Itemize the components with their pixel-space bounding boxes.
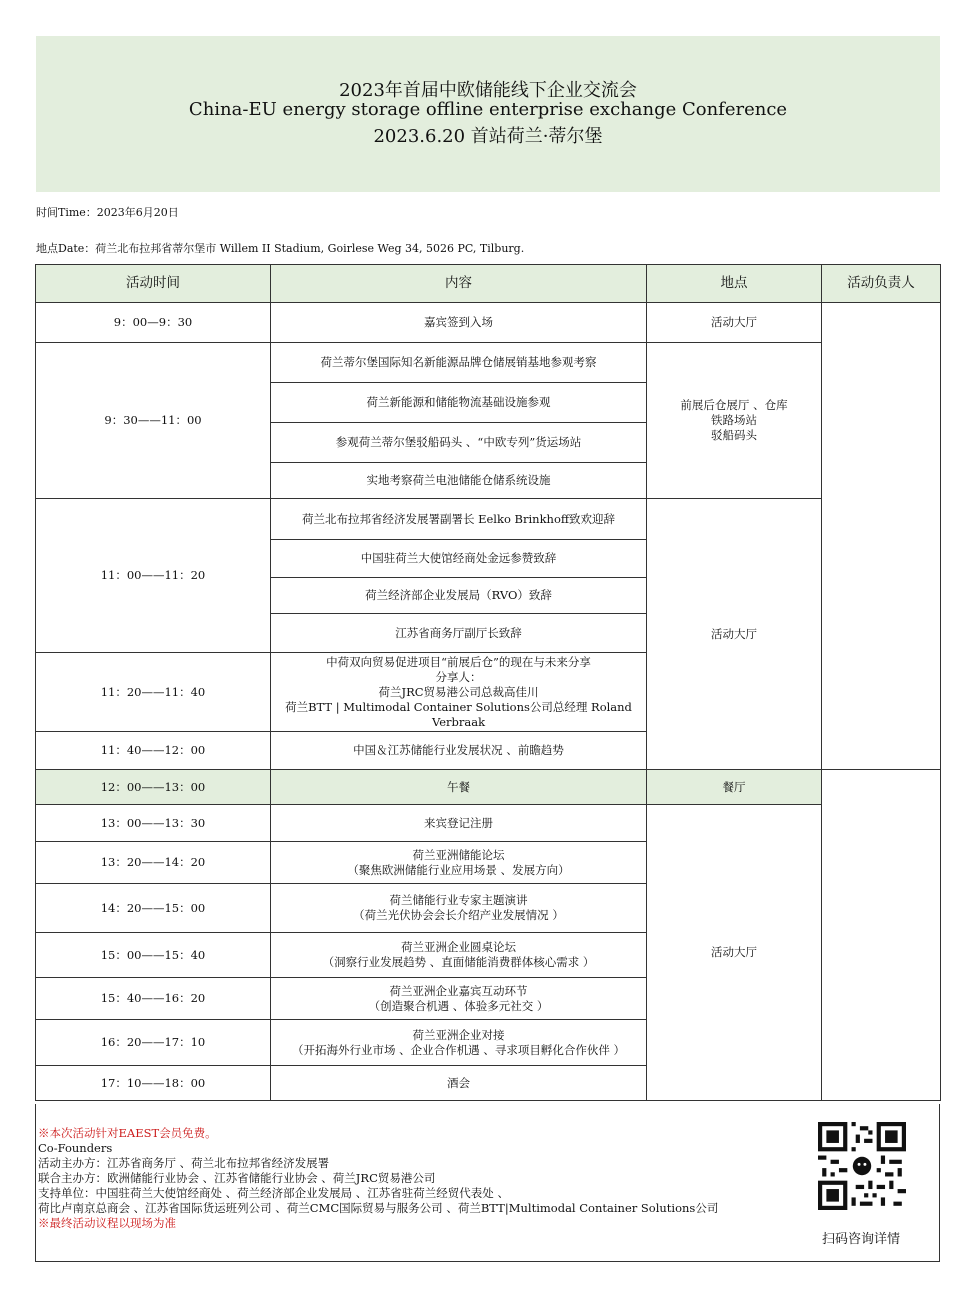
row-content: 荷兰亚洲储能论坛 （聚焦欧洲储能行业应用场景 、发展方向） [271, 842, 647, 884]
table-row [36, 303, 941, 343]
header-owner: 活动负责人 [822, 265, 941, 303]
row-time: 11：00——11：20 [36, 499, 271, 653]
row-time: 16：20——17：10 [36, 1020, 271, 1066]
row-time: 14：20——15：00 [36, 884, 271, 933]
row-content: 中国＆江苏储能行业发展状况 、前瞻趋势 [271, 732, 647, 770]
event-place: 地点Date：荷兰北布拉邦省蒂尔堡市 Willem II Stadium, Goirlese Weg 34, 5026 PC, Tilburg. [36, 242, 525, 255]
row-content: 实地考察荷兰电池储能仓储系统设施 [271, 463, 647, 499]
row-time: 12：00——13：00 [36, 770, 271, 805]
row-place: 前展后仓展厅 、仓库 铁路场站 驳船码头 [647, 343, 822, 499]
row-time: 15：40——16：20 [36, 978, 271, 1020]
row-place: 活动大厅 [647, 805, 822, 1101]
row-time: 9：30——11：00 [36, 343, 271, 499]
row-time: 11：20——11：40 [36, 653, 271, 732]
support-line-1: 支持单位：中国驻荷兰大使馆经商处 、荷兰经济部企业发展局 、江苏省驻荷兰经贸代表处 、 [38, 1186, 509, 1200]
owner-cell-morning [822, 303, 941, 770]
header-time: 活动时间 [36, 265, 271, 303]
lunch-row [36, 770, 941, 805]
row-place: 活动大厅 [647, 499, 822, 770]
final-note: ※最终活动议程以现场为准 [38, 1216, 176, 1230]
row-time: 13：00——13：30 [36, 805, 271, 842]
event-time: 时间Time：2023年6月20日 [36, 206, 179, 219]
row-content: 荷兰储能行业专家主题演讲 （荷兰光伏协会会长介绍产业发展情况 ） [271, 884, 647, 933]
footer-notes [35, 1104, 940, 1262]
support-line-2: 荷比卢南京总商会 、江苏省国际货运班列公司 、荷兰CMC国际贸易与服务公司 、荷兰BTT|Multimodal Container Solutions公司 [38, 1201, 719, 1215]
title-cn: 2023年首届中欧储能线下企业交流会 [339, 80, 637, 101]
row-time: 15：00——15：40 [36, 933, 271, 978]
table-header-row [36, 265, 941, 303]
free-note: ※本次活动针对EAEST会员免费。 [38, 1126, 217, 1140]
agenda-table [35, 264, 941, 1101]
row-content: 荷兰北布拉邦省经济发展署副署长 Eelko Brinkhoff致欢迎辞 [271, 499, 647, 540]
table-row [36, 499, 941, 540]
cohost-line: 联合主办方：欧洲储能行业协会 、江苏省储能行业协会 、荷兰JRC贸易港公司 [38, 1171, 436, 1185]
owner-cell-afternoon [822, 770, 941, 1101]
row-place: 餐厅 [647, 770, 822, 805]
row-content: 来宾登记注册 [271, 805, 647, 842]
footer-lines [38, 1126, 718, 1231]
row-content: 酒会 [271, 1066, 647, 1101]
row-content: 参观荷兰蒂尔堡驳船码头 、“中欧专列”货运场站 [271, 423, 647, 463]
wechat-qr-icon[interactable] [818, 1122, 906, 1210]
host-line: 活动主办方：江苏省商务厅 、荷兰北布拉邦省经济发展署 [38, 1156, 330, 1170]
header-content: 内容 [271, 265, 647, 303]
row-content: 嘉宾签到入场 [271, 303, 647, 343]
row-content: 江苏省商务厅副厅长致辞 [271, 614, 647, 653]
row-content: 荷兰亚洲企业嘉宾互动环节 （创造聚合机遇 、体验多元社交 ） [271, 978, 647, 1020]
table-row [36, 805, 941, 842]
page-header [36, 36, 940, 192]
title-en: China-EU energy storage offline enterprise exchange Conference [188, 99, 788, 120]
row-content: 荷兰经济部企业发展局（RVO）致辞 [271, 578, 647, 614]
row-time: 17：10——18：00 [36, 1066, 271, 1101]
row-content: 荷兰亚洲企业圆桌论坛 （洞察行业发展趋势 、直面储能消费群体核心需求 ） [271, 933, 647, 978]
table-row [36, 343, 941, 383]
row-content: 中荷双向贸易促进项目“前展后仓”的现在与未来分享 分享人： 荷兰JRC贸易港公司总裁高佳川 荷兰BTT | Multimodal Container Solutions公司总经理 Roland Verbraak [271, 653, 647, 732]
row-content: 午餐 [271, 770, 647, 805]
row-content: 荷兰亚洲企业对接 （开拓海外行业市场 、企业合作机遇 、寻求项目孵化合作伙伴 ） [271, 1020, 647, 1066]
row-time: 11：40——12：00 [36, 732, 271, 770]
row-time: 9：00—9：30 [36, 303, 271, 343]
row-content: 中国驻荷兰大使馆经商处金远参赞致辞 [271, 540, 647, 578]
row-content: 荷兰蒂尔堡国际知名新能源品牌仓储展销基地参观考察 [271, 343, 647, 383]
cofounders-label: Co-Founders [38, 1141, 113, 1155]
row-content: 荷兰新能源和储能物流基础设施参观 [271, 383, 647, 423]
event-subtitle: 2023.6.20 首站荷兰·蒂尔堡 [373, 126, 603, 147]
row-time: 13：20——14：20 [36, 842, 271, 884]
qr-label: 扫码咨询详情 [821, 1232, 900, 1247]
row-place: 活动大厅 [647, 303, 822, 343]
header-place: 地点 [647, 265, 822, 303]
